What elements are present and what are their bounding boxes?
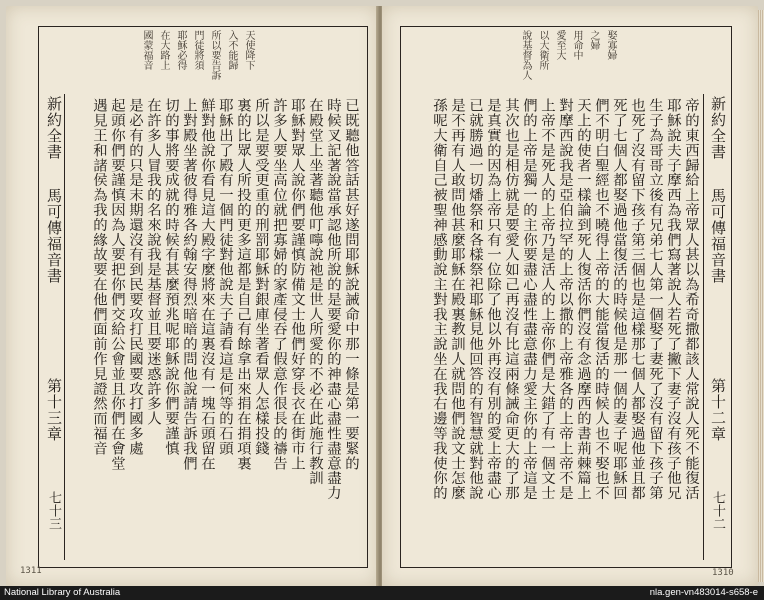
- margin-note: 愛至大: [554, 30, 565, 60]
- text-column: 許多人要坐高位就把寡婦的家產侵吞了假意作很長的禱告: [271, 98, 287, 471]
- margin-note: 所以要告訴: [209, 30, 220, 80]
- text-column: 死了七個人都娶過他當復活的時候他是那一個的妻子呢耶穌回: [611, 98, 627, 501]
- text-column: 帝的東西歸給上帝眾人甚以為希奇撒都該人常說人死不能復活: [683, 98, 699, 501]
- left-body-text: [68, 98, 360, 512]
- left-chapter-label: 第十三章: [45, 378, 63, 442]
- margin-note: 娶寡婦: [605, 30, 616, 60]
- text-column: 對摩西說我是亞伯拉罕的上帝以撒的上帝雅各的上帝上帝不是: [557, 98, 573, 501]
- text-column: 上對殿坐著彼得雅各約翰安得烈暗暗的問他說請告訴我們: [181, 98, 197, 471]
- right-running-title: 新約全書: [709, 96, 727, 160]
- right-page-margin-notes: [406, 30, 616, 90]
- text-column: 在許多人冒我的名來說我是基督並且要迷惑許多人: [145, 98, 161, 426]
- margin-note: 用命中: [571, 30, 582, 60]
- margin-note: 在大路上: [158, 30, 169, 70]
- footer-library-name: National Library of Australia: [4, 587, 121, 598]
- right-body-text: [406, 98, 700, 512]
- text-column: 也死了沒有留下孩子第三個也是這樣那七個人都娶過他並且都: [629, 98, 645, 501]
- margin-note: 天使降下: [243, 30, 254, 70]
- text-column: 其次也是相仿就是要愛人如己再沒有比這兩條誡命更大的了那: [503, 98, 519, 501]
- left-page-number: 七十三: [46, 491, 61, 530]
- left-header-rule: [64, 94, 65, 560]
- text-column: 耶穌說夫子摩西為我們寫著說人若死了撇下妻子沒有孩子他兄: [665, 98, 681, 501]
- library-footer: [0, 586, 764, 600]
- right-page-stamp: 1310: [712, 568, 734, 578]
- text-column: 耶穌出了殿有一個門徒對他說夫子請看這是何等的石頭: [217, 98, 233, 456]
- text-column: 遇見王和諸侯為我的緣故要在他們面前作見證然而福音: [91, 98, 107, 456]
- margin-note: 入不能歸: [226, 30, 237, 70]
- text-column: 鮮對他說你看見這大殿字麼將來在這裏沒有一塊石頭留在: [199, 98, 215, 471]
- text-column: 起頭你們要謹慎因為人要把你們交給公會並且你們在會堂: [109, 98, 125, 471]
- text-column: 天上的使者一樣論到死人復活你們沒有念過摩西的書荊棘篇上: [575, 98, 591, 501]
- text-column: 是必有的只是末期還沒有到民要攻打民國要攻打國多處: [127, 98, 143, 456]
- text-column: 時候叉記著說當承認他所說的是要愛你的神盡心盡性盡意盡力: [325, 98, 341, 501]
- text-column: 們不明白聖經也不曉得上帝的大能當復活的時候人也不娶也不: [593, 98, 609, 501]
- page-edges: [758, 10, 764, 582]
- margin-note: 耶穌必得: [175, 30, 186, 70]
- text-column: 上帝不是死人的上帝乃是活人的上帝你們是大錯了有一個文士: [539, 98, 555, 501]
- text-column: 切的事將要成就的時候有甚麼預兆呢耶穌說你們要謹慎: [163, 98, 179, 456]
- left-page: [6, 6, 378, 586]
- left-running-title: 新約全書: [45, 96, 63, 160]
- right-page: [382, 6, 758, 586]
- text-column: 在殿堂上坐著聽他叮嚀說祂是世人所愛的不必在此施行教訓: [307, 98, 323, 486]
- margin-note: 門徒將須: [192, 30, 203, 70]
- text-column: 耶穌對眾人說你們要謹慎防備文士他們好穿長衣在街市上: [289, 98, 305, 471]
- margin-note: 之婦: [588, 30, 599, 50]
- text-column: 裏的比眾人所投的更多這都是自己有餘拿出來捐在捐項裏: [235, 98, 251, 471]
- text-column: 已就勝過一切燔祭和各樣祭祀耶穌見他回答的有智慧就對他說: [467, 98, 483, 501]
- text-column: 們的上帝是獨一的主你要盡心盡性盡意盡力愛主你的上帝這是: [521, 98, 537, 501]
- right-header-rule: [703, 94, 704, 560]
- right-running-subtitle: 馬可傳福音書: [709, 188, 727, 284]
- open-book: [6, 6, 758, 586]
- text-column: 是不再有人敢問他甚麼耶穌在殿裏教訓人就問他們說文士怎麼: [449, 98, 465, 501]
- text-column: 生子為哥哥立後有兄弟七人第一個娶了妻死了沒有留下孩子第: [647, 98, 663, 501]
- right-page-number: 七十二: [710, 491, 725, 530]
- margin-note: 說基督為人: [520, 30, 531, 80]
- text-column: 已既聽他答話甚好遂問耶穌說誡命中那一條是第一要緊的: [343, 98, 359, 471]
- left-page-stamp: 1311: [20, 566, 42, 576]
- text-column: 孫呢大衛自己被聖神感動說主對我主說坐在我右邊等我使你的: [431, 98, 447, 501]
- margin-note: 以大衛所: [537, 30, 548, 70]
- footer-record-id: nla.gen-vn483014-s658-e: [649, 587, 758, 598]
- text-column: 所以是要受更重的刑罰耶穌對銀庫坐著看眾人怎樣投錢: [253, 98, 269, 456]
- right-chapter-label: 第十二章: [709, 378, 727, 442]
- left-page-margin-notes: [44, 30, 254, 90]
- left-running-subtitle: 馬可傳福音書: [45, 188, 63, 284]
- margin-note: 國蒙福音: [141, 30, 152, 70]
- text-column: 是真實的因為上帝只有一位除了他以外再沒有別的愛上帝盡心: [485, 98, 501, 501]
